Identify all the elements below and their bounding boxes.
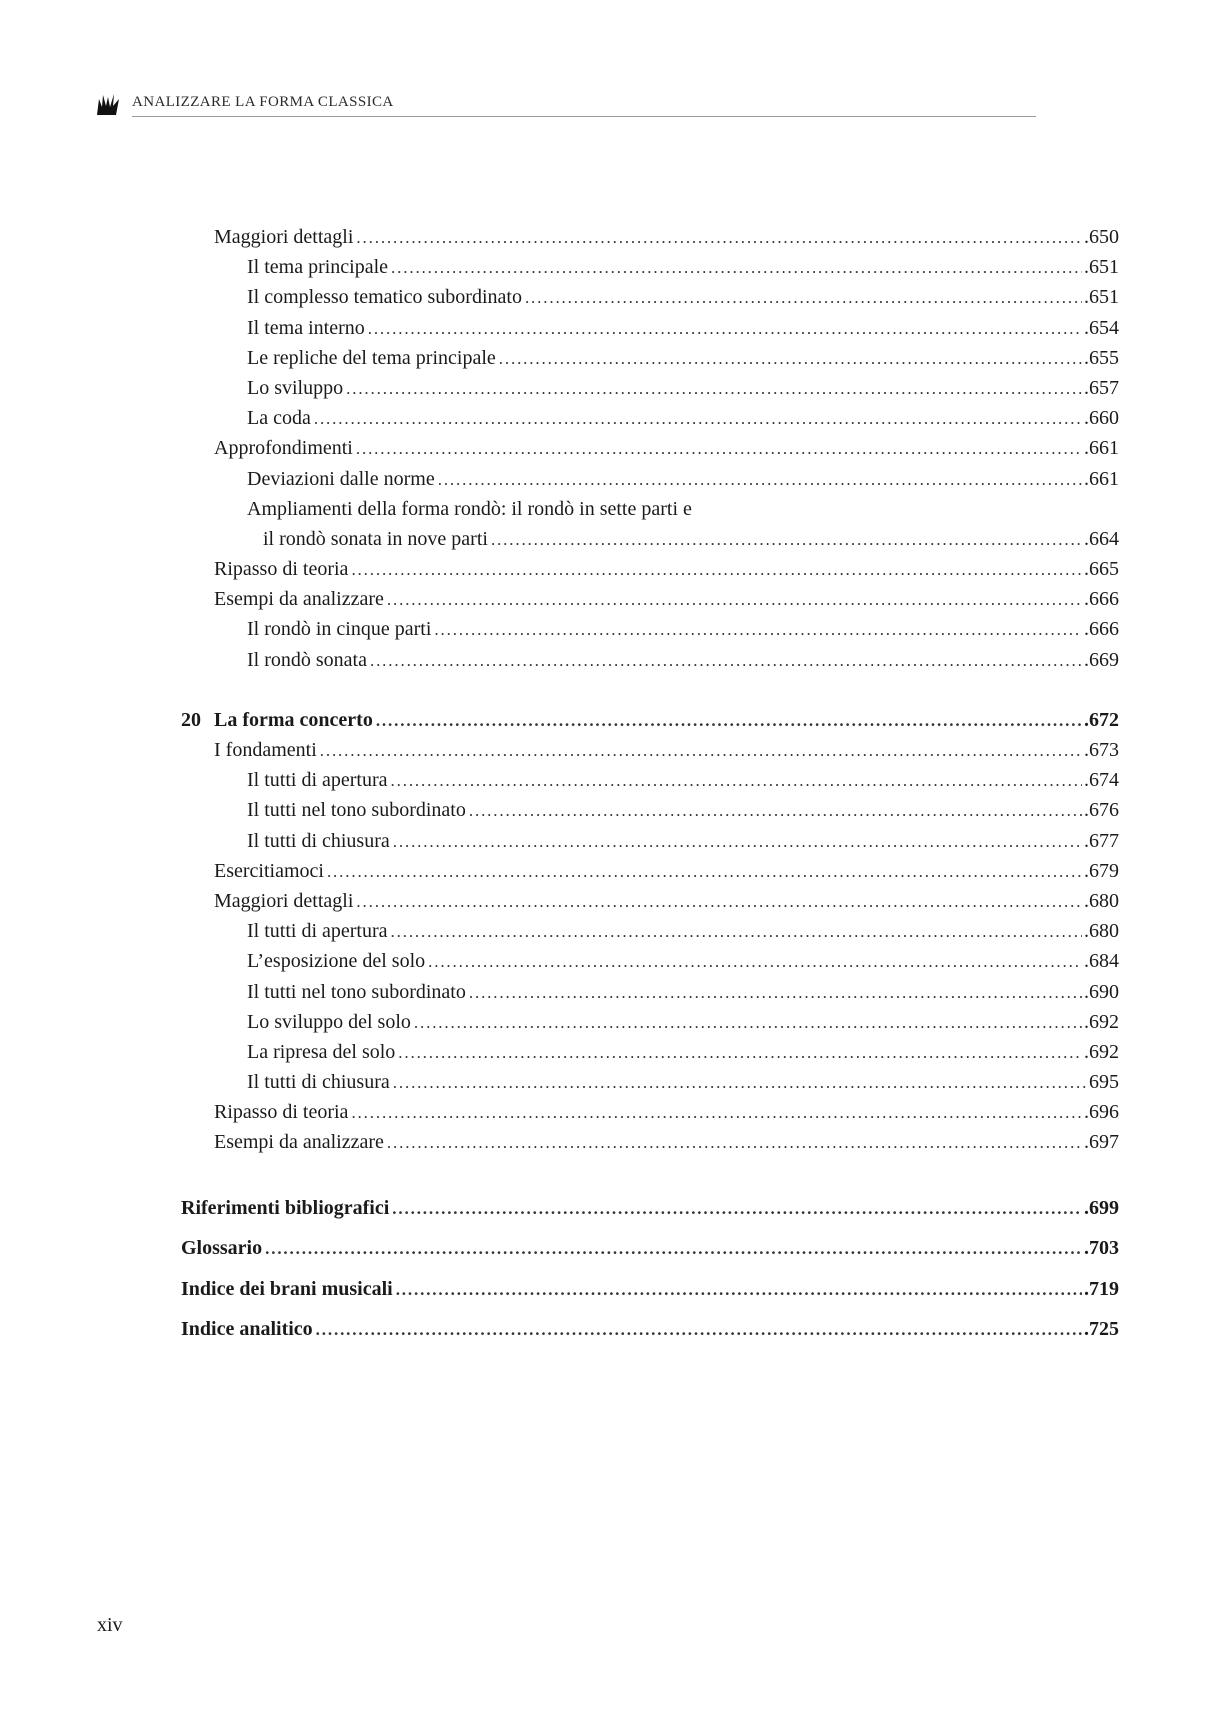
toc-page-number: .651 xyxy=(1084,286,1119,309)
dot-leader xyxy=(392,1189,1082,1229)
grass-logo-icon xyxy=(96,93,120,115)
toc-entry xyxy=(181,1188,1119,1229)
toc-entry-line xyxy=(247,313,1119,344)
dot-leader xyxy=(491,525,1082,555)
toc-entry-line xyxy=(247,946,1119,977)
toc-entry-line xyxy=(214,1097,1119,1128)
toc-entry-line xyxy=(247,1007,1119,1038)
toc-entry-label: Glossario xyxy=(181,1237,263,1260)
toc-entry-line xyxy=(214,735,1119,766)
dot-leader xyxy=(434,615,1082,645)
toc-page-number: .696 xyxy=(1084,1101,1119,1124)
toc-page-number: .677 xyxy=(1084,829,1119,852)
toc-entry-line xyxy=(214,1127,1119,1158)
dot-leader xyxy=(368,314,1082,344)
dot-leader xyxy=(376,706,1082,736)
toc-page-number: 695 xyxy=(1089,1071,1119,1094)
dot-leader xyxy=(316,1310,1082,1350)
toc-entry-label: Deviazioni dalle norme xyxy=(247,467,435,490)
toc-entry-label: Maggiori dettagli xyxy=(214,889,354,912)
toc-entry-line xyxy=(247,826,1119,857)
toc-entry-label: Ampliamenti della forma rondò: il rondò in sette parti e xyxy=(247,497,692,520)
toc-page-number: .655 xyxy=(1084,346,1119,369)
toc-entry-label: Ripasso di teoria xyxy=(214,558,349,581)
toc-entry xyxy=(181,1127,1119,1157)
toc-page-number: .692 xyxy=(1084,1010,1119,1033)
toc-entry-line xyxy=(247,464,1119,495)
toc-entry xyxy=(181,765,1119,795)
toc-entry xyxy=(181,1067,1119,1097)
dot-leader xyxy=(351,555,1082,585)
table-of-contents xyxy=(181,222,1119,1350)
toc-entry-label: Lo sviluppo del solo xyxy=(247,1010,411,1033)
toc-entry-label: Il tutti nel tono subordinato xyxy=(247,799,466,822)
toc-entry xyxy=(181,403,1119,433)
toc-entry xyxy=(181,313,1119,343)
running-header xyxy=(96,92,1036,118)
toc-entry-label: Il tutti di chiusura xyxy=(247,829,390,852)
toc-entry xyxy=(181,795,1119,825)
toc-page-number: .703 xyxy=(1084,1237,1119,1260)
toc-page-number: .657 xyxy=(1084,376,1119,399)
toc-page-number: .651 xyxy=(1084,256,1119,279)
dot-leader xyxy=(428,947,1082,977)
dot-leader xyxy=(499,344,1082,374)
toc-entry xyxy=(181,252,1119,282)
toc-entry-label: Il tutti di apertura xyxy=(247,920,388,943)
toc-entry-line xyxy=(247,282,1119,313)
toc-entry xyxy=(181,735,1119,765)
toc-entry-label: La forma concerto xyxy=(214,708,373,731)
toc-page-number: .674 xyxy=(1084,769,1119,792)
dot-leader xyxy=(391,917,1082,947)
toc-page-number: .654 xyxy=(1084,316,1119,339)
dot-leader xyxy=(396,1270,1082,1310)
toc-page-number: .669 xyxy=(1084,648,1119,671)
dot-leader xyxy=(391,766,1082,796)
running-header-title: ANALIZZARE LA FORMA CLASSICA xyxy=(132,94,394,110)
toc-page-number: .661 xyxy=(1084,467,1119,490)
toc-entry-label: La ripresa del solo xyxy=(247,1040,396,1063)
dot-leader xyxy=(391,253,1082,283)
dot-leader xyxy=(356,434,1082,464)
toc-entry-line xyxy=(247,977,1119,1008)
toc-entry xyxy=(181,494,1119,524)
toc-page-number: .664 xyxy=(1084,527,1119,550)
toc-entry xyxy=(181,343,1119,373)
dot-leader xyxy=(387,585,1082,615)
toc-entry xyxy=(181,946,1119,976)
toc-entry-line xyxy=(214,222,1119,253)
toc-entry-label: L’esposizione del solo xyxy=(247,950,426,973)
dot-leader xyxy=(393,1068,1087,1098)
toc-entry-label: Il rondò sonata xyxy=(247,648,367,671)
dot-leader xyxy=(320,736,1082,766)
toc-entry-label: Le repliche del tema principale xyxy=(247,346,496,369)
header-rule xyxy=(132,116,1036,117)
toc-entry-line xyxy=(247,645,1119,676)
toc-entry-label: Il rondò in cinque parti xyxy=(247,618,432,641)
toc-entry-label: La coda xyxy=(247,407,311,430)
dot-leader xyxy=(438,465,1082,495)
page-number: xiv xyxy=(97,1614,123,1636)
dot-leader xyxy=(398,1038,1082,1068)
toc-entry xyxy=(181,1037,1119,1067)
toc-entry xyxy=(181,464,1119,494)
toc-entry-label: Il complesso tematico subordinato xyxy=(247,286,522,309)
toc-entry-label: Esercitiamoci xyxy=(214,859,324,882)
toc-page-number: .692 xyxy=(1084,1040,1119,1063)
toc-entry-line xyxy=(214,584,1119,615)
toc-entry-line xyxy=(247,916,1119,947)
dot-leader xyxy=(265,1229,1082,1269)
toc-entry-line xyxy=(247,373,1119,404)
dot-leader xyxy=(387,1128,1082,1158)
toc-entry xyxy=(181,614,1119,644)
dot-leader xyxy=(393,827,1082,857)
dot-leader xyxy=(314,404,1082,434)
toc-entry xyxy=(181,373,1119,403)
toc-entry-line xyxy=(247,795,1119,826)
toc-entry xyxy=(181,977,1119,1007)
toc-entry xyxy=(181,916,1119,946)
dot-leader xyxy=(351,1098,1082,1128)
toc-entry-label: Indice analitico xyxy=(181,1318,313,1341)
toc-entry xyxy=(181,856,1119,886)
chapter-number: 20 xyxy=(181,708,201,731)
toc-entry-label: Riferimenti bibliografici xyxy=(181,1196,390,1219)
spacer xyxy=(181,675,1119,705)
toc-entry xyxy=(181,1309,1119,1350)
toc-entry xyxy=(181,282,1119,312)
toc-page-number: .665 xyxy=(1084,558,1119,581)
dot-leader xyxy=(327,857,1082,887)
toc-entry xyxy=(181,1269,1119,1310)
toc-entry xyxy=(181,1228,1119,1269)
toc-entry xyxy=(181,433,1119,463)
toc-page-number: .719 xyxy=(1084,1277,1119,1300)
toc-entry-line xyxy=(247,1067,1119,1098)
toc-entry-line xyxy=(247,252,1119,283)
toc-entry-line xyxy=(214,856,1119,887)
toc-entry-line xyxy=(214,554,1119,585)
toc-page-number: .680 xyxy=(1084,889,1119,912)
toc-entry-label: Lo sviluppo xyxy=(247,376,344,399)
toc-entry-label: Ripasso di teoria xyxy=(214,1101,349,1124)
toc-entry-label: Indice dei brani musicali xyxy=(181,1277,393,1300)
toc-entry-label: I fondamenti xyxy=(214,739,317,761)
toc-page-number: .660 xyxy=(1084,407,1119,430)
toc-entry-line xyxy=(247,614,1119,645)
dot-leader xyxy=(356,887,1082,917)
toc-entry xyxy=(181,554,1119,584)
toc-entry-label: Il tema principale xyxy=(247,256,389,279)
toc-entry-label: Approfondimenti xyxy=(214,437,353,460)
toc-page-number: .699 xyxy=(1084,1196,1119,1219)
toc-entry xyxy=(181,1097,1119,1127)
toc-entry-line xyxy=(247,1037,1119,1068)
toc-entry-label: Maggiori dettagli xyxy=(214,226,354,248)
toc-page-number: .650 xyxy=(1084,226,1119,248)
toc-entry-label: il rondò sonata in nove parti xyxy=(263,527,488,550)
toc-page-number: .725 xyxy=(1084,1318,1119,1341)
toc-page-number: .690 xyxy=(1084,980,1119,1003)
toc-page-number: .666 xyxy=(1084,588,1119,611)
toc-page-number: .680 xyxy=(1084,920,1119,943)
toc-entry-label: Esempi da analizzare xyxy=(214,588,384,611)
spacer xyxy=(181,1158,1119,1188)
toc-entry-line xyxy=(247,403,1119,434)
toc-entry-label: Il tutti nel tono subordinato xyxy=(247,980,466,1003)
toc-entry-label: Il tutti di apertura xyxy=(247,769,388,792)
toc-entry-line xyxy=(181,1269,1119,1310)
toc-entry xyxy=(181,705,1119,735)
toc-page-number: .684 xyxy=(1084,950,1119,973)
toc-entry-line xyxy=(247,765,1119,796)
toc-page-number: .661 xyxy=(1084,437,1119,460)
dot-leader xyxy=(525,283,1082,313)
toc-entry-line xyxy=(181,1188,1119,1229)
toc-entry xyxy=(181,524,1119,554)
toc-page-number: .679 xyxy=(1084,859,1119,882)
toc-entry xyxy=(181,886,1119,916)
toc-entry-line xyxy=(247,343,1119,374)
dot-leader xyxy=(356,223,1082,253)
toc-entry xyxy=(181,645,1119,675)
toc-entry xyxy=(181,584,1119,614)
toc-page-number: .666 xyxy=(1084,618,1119,641)
toc-entry-label: Esempi da analizzare xyxy=(214,1131,384,1154)
dot-leader xyxy=(469,796,1082,826)
toc-entry-line xyxy=(214,886,1119,917)
toc-page-number: .673 xyxy=(1084,739,1119,761)
toc-entry-label: Il tutti di chiusura xyxy=(247,1071,390,1094)
toc-entry xyxy=(181,1007,1119,1037)
toc-entry xyxy=(181,826,1119,856)
toc-entry-line xyxy=(181,1309,1119,1350)
dot-leader xyxy=(414,1008,1082,1038)
dot-leader xyxy=(469,978,1082,1008)
dot-leader xyxy=(346,374,1082,404)
toc-page-number: .676 xyxy=(1084,799,1119,822)
toc-entry-line xyxy=(181,1228,1119,1269)
toc-entry-label: Il tema interno xyxy=(247,316,365,339)
toc-entry-line xyxy=(263,524,1119,555)
toc-page-number: .697 xyxy=(1084,1131,1119,1154)
toc-entry-line xyxy=(214,433,1119,464)
toc-entry-line xyxy=(214,705,1119,736)
toc-entry xyxy=(181,222,1119,252)
dot-leader xyxy=(370,646,1082,676)
toc-page-number: .672 xyxy=(1084,708,1119,731)
